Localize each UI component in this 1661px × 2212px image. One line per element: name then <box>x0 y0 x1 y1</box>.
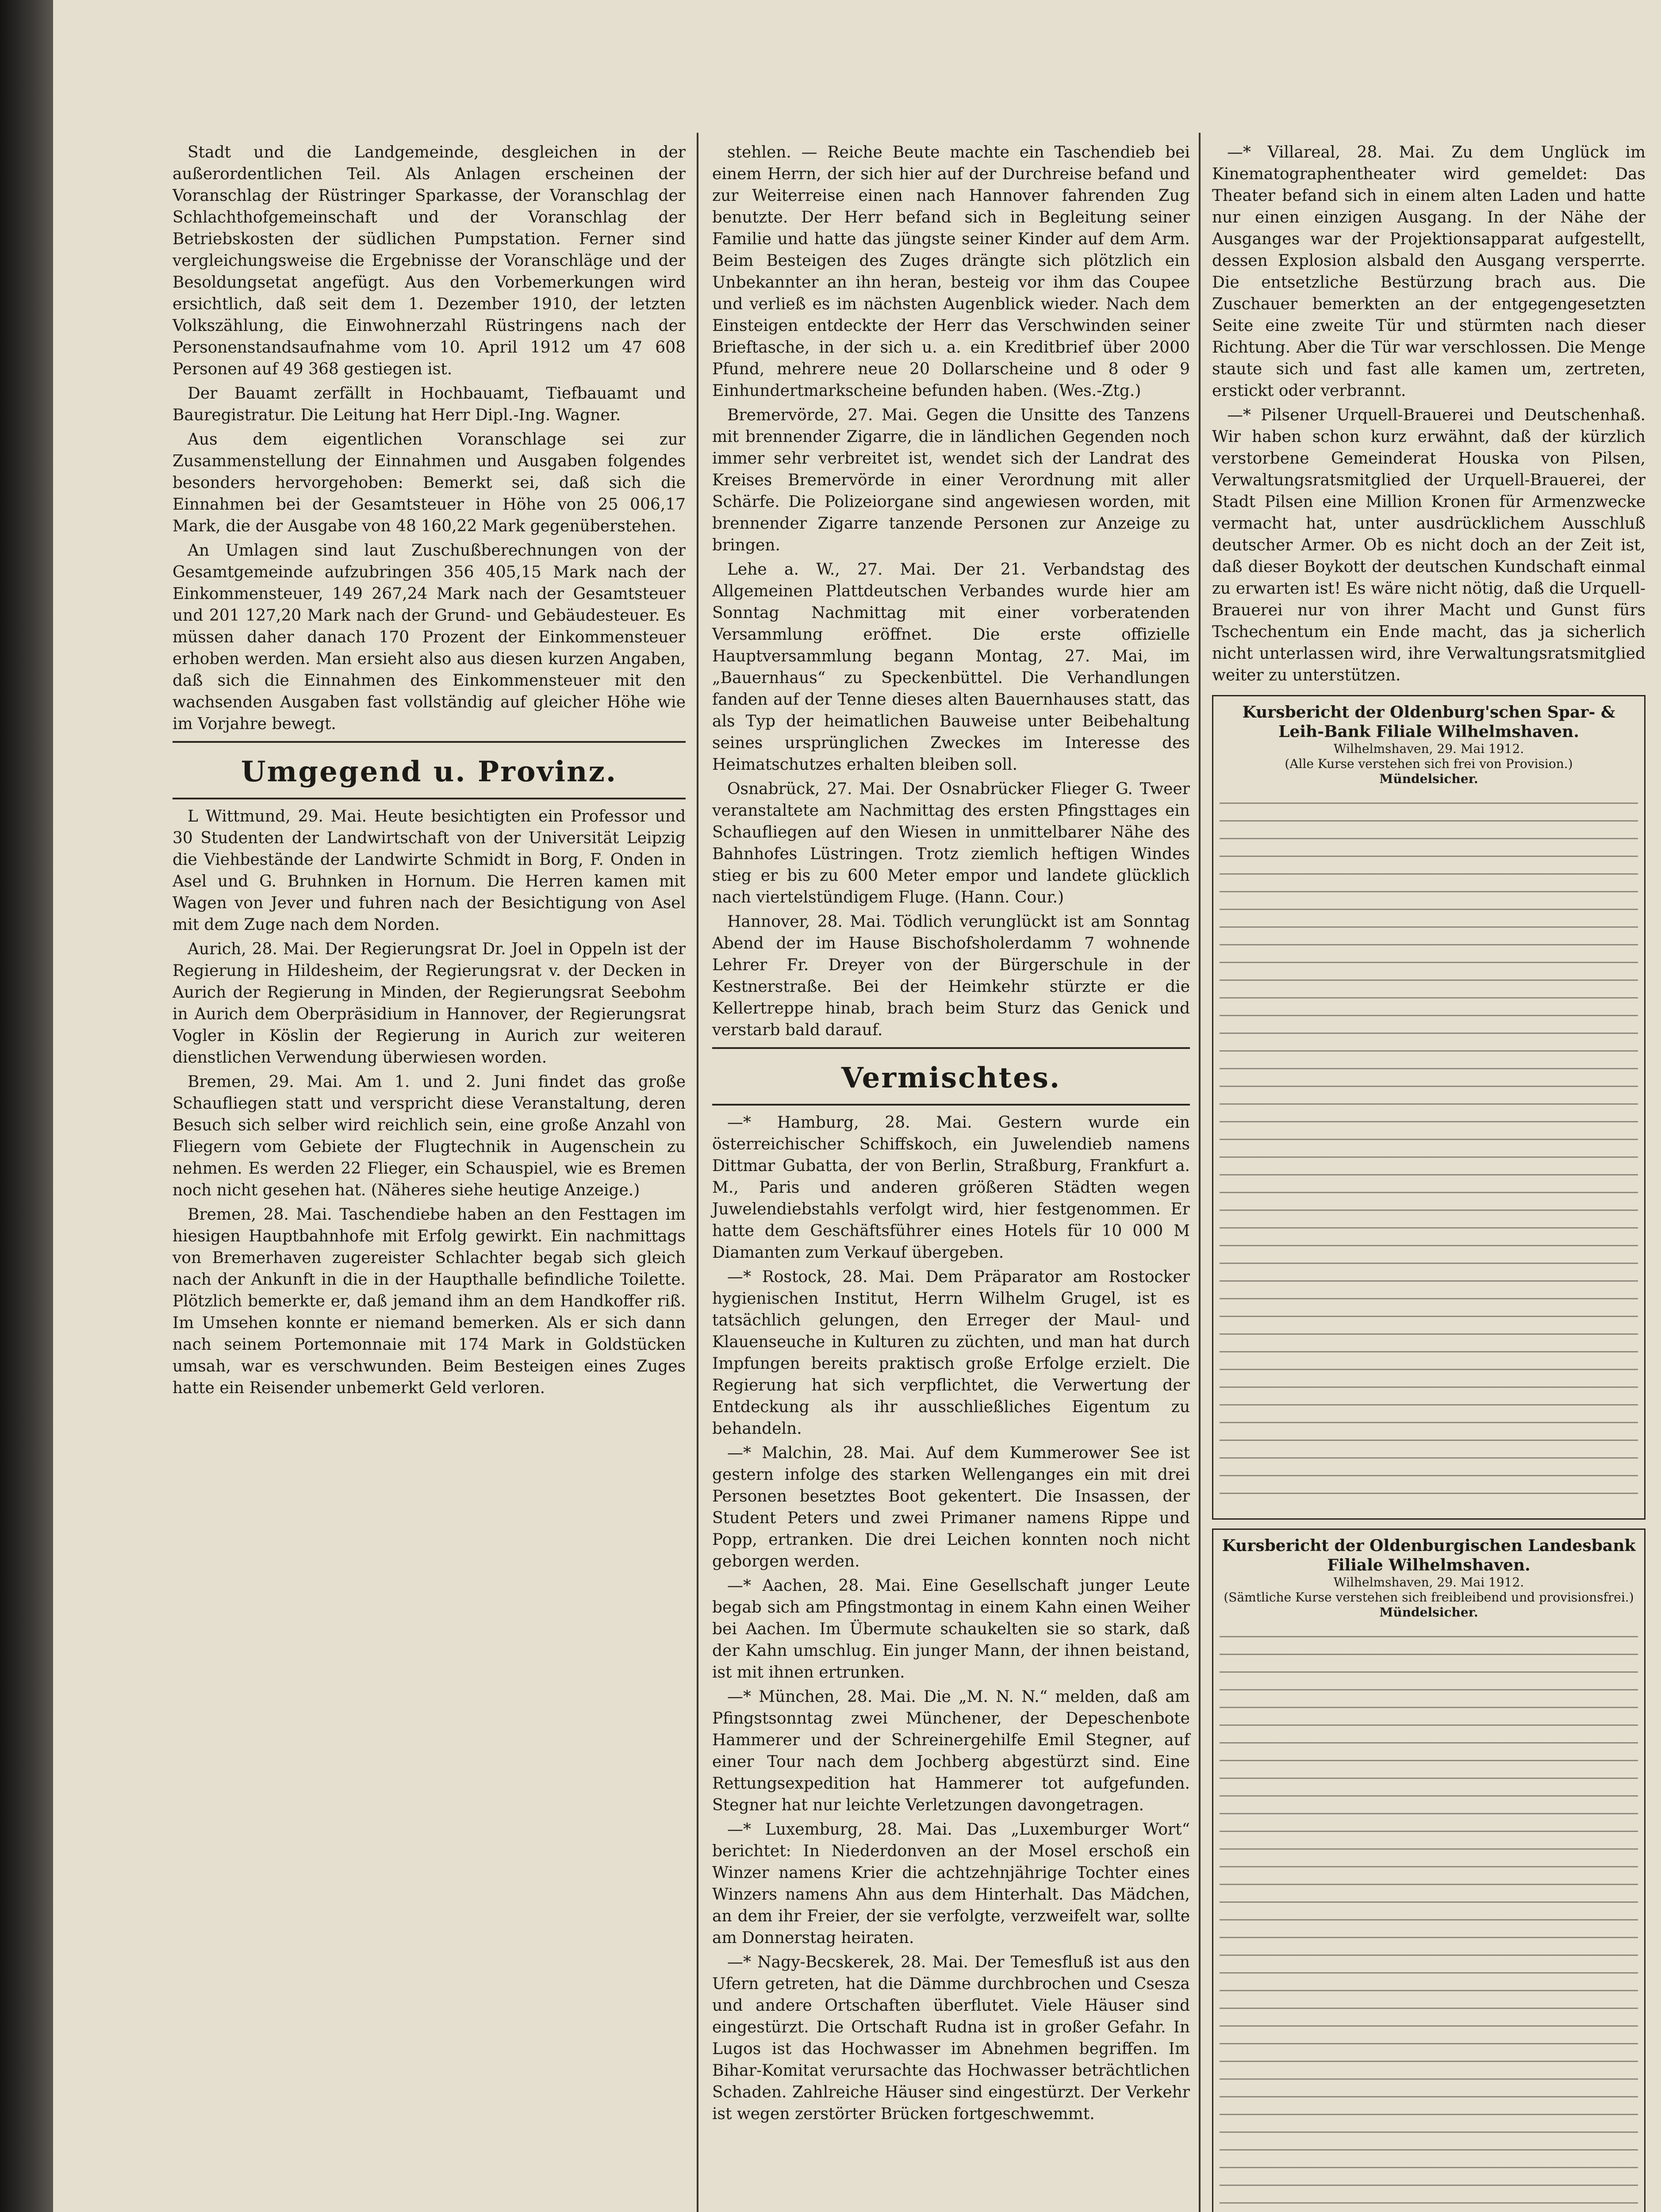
article-paragraph: —* Villareal, 28. Mai. Zu dem Unglück im Kinematographentheater wird gemeldet: Das Theater befand sich in einem alten Laden und hatte nur einen einzigen Ausgang. In der Nähe der Ausganges war der Projektionsapparat aufgestellt, dessen Explosion alsbald den Ausgang versperrte. Die entsetzliche Bestürzung brach aus. Die Zuschauer bemerkten an der entgegengesetzten Seite eine zweite Tür und stürmten nach dieser Richtung. Aber die Tür war verschlossen. Die Menge staute sich und fast alle kamen um, zertreten, erstickt oder verbrannt. <box>1212 143 1646 400</box>
column-1 <box>173 142 686 1402</box>
box-date: Wilhelmshaven, 29. Mai 1912. <box>1333 741 1524 756</box>
column-rule <box>1199 133 1201 2212</box>
article-paragraph: Osnabrück, 27. Mai. Der Osnabrücker Flieger G. Tweer veranstaltete am Nachmittag des ersten Pfingsttages ein Schaufliegen auf den Wiesen in unmittelbarer Nähe des Bahnhofes Lüstringen. Trotz ziemlich heftigen Windes stieg er bis zu 600 Meter empor und landete glücklich nach viertelstündigem Fluge. (Hann. Cour.) <box>712 780 1190 906</box>
stock-report-box <box>1212 695 1646 1520</box>
article-paragraph: —* Malchin, 28. Mai. Auf dem Kummerower See ist gestern infolge des starken Wellenganges ein mit drei Personen besetztes Boot gekentert. Die Insassen, der Student Peters und zwei Primaner namens Rippe und Popp, ertranken. Die drei Leichen konnten noch nicht geborgen werden. <box>712 1444 1190 1571</box>
article-paragraph: —* München, 28. Mai. Die „M. N. N.“ melden, daß am Pfingstsonntag zwei Münchener, der Depeschenbote Hammerer und der Schreinergehilfe Emil Stegner, auf einer Tour nach dem Jochberg abgestürzt sind. Eine Rettungsexpedition hat Hammerer tot aufgefunden. Stegner hat nur leichte Verletzungen davongetragen. <box>712 1688 1190 1814</box>
article-paragraph: Aus dem eigentlichen Voranschlage sei zur Zusammenstellung der Einnahmen und Ausgaben folgendes besonders hervorgehoben: Bemerkt sei, daß sich die Einnahmen bei der Gesamtsteuer in Höhe von 25 006,17 Mark, die der Ausgabe von 48 160,22 Mark gegenüberstehen. <box>173 430 686 535</box>
article-paragraph: —* Nagy-Becskerek, 28. Mai. Der Temesfluß ist aus den Ufern getreten, hat die Dämme durchbrochen und Csesza und andere Ortschaften überflutet. Viele Häuser sind eingestürzt. Die Ortschaft Rudna ist in großer Gefahr. In Lugos ist das Hochwasser im Abnehmen begriffen. Im Bihar-Komitat verursachte das Hochwasser beträchtlichen Schaden. Zahlreiche Häuser sind eingestürzt. Der Verkehr ist wegen zerstörter Brücken fortgeschwemmt. <box>712 1953 1190 2123</box>
article-paragraph: Stadt und die Landgemeinde, desgleichen in der außerordentlichen Teil. Als Anlagen erscheinen der Voranschlag der Rüstringer Sparkasse, der Voranschlag der Schlachthofgemeinschaft und der Voranschlag der Betriebskosten der südlichen Pumpstation. Ferner sind vergleichungsweise die Ergebnisse der Voranschläge und der Besoldungsetat angefügt. Aus den Vorbemerkungen wird ersichtlich, daß seit dem 1. Dezember 1910, der letzten Volkszählung, die Einwohnerzahl Rüstringens nach der Personenstandsaufnahme vom 10. April 1912 um 47 608 Personen auf 49 368 gestiegen ist. <box>173 143 686 378</box>
column-2 <box>712 142 1190 2128</box>
section-heading: Vermischtes. <box>841 1061 1061 1094</box>
box-section: Mündelsicher. <box>1379 1605 1478 1620</box>
box-date: Wilhelmshaven, 29. Mai 1912. <box>1333 1575 1524 1590</box>
column-3 <box>1212 142 1646 2212</box>
article-paragraph: —* Hamburg, 28. Mai. Gestern wurde ein österreichischer Schiffskoch, ein Juwelendieb namens Dittmar Gubatta, der von Berlin, Straßburg, Frankfurt a. M., Paris und anderen größeren Städten wegen Juwelendiebstahls verfolgt wird, hier festgenommen. Er hatte dem Geschäftsführer eines Hotels für 10 000 M Diamanten zum Verkauf übergeben. <box>712 1114 1190 1262</box>
divider <box>173 741 686 743</box>
rate-table-lines <box>1220 791 1638 1508</box>
article-paragraph: An Umlagen sind laut Zuschußberechnungen von der Gesamtgemeinde aufzubringen 356 405,15 Mark nach der Einkommensteuer, 149 267,24 Mark nach der Gesamtsteuer und 201 127,20 Mark nach der Grund- und Gebäudesteuer. Es müssen daher danach 170 Prozent der Einkommensteuer erhoben werden. Man ersieht also aus diesen kurzen Angaben, daß sich die Einnahmen des Einkommensteuer mit den wachsenden Ausgaben fast vollständig auf gleicher Höhe wie im Vorjahre bewegt. <box>173 541 686 733</box>
article-paragraph: Aurich, 28. Mai. Der Regierungsrat Dr. Joel in Oppeln ist der Regierung in Hildesheim, der Regierungsrat v. der Decken in Aurich der Regierung in Minden, der Regierungsrat Seebohm in Aurich dem Oberpräsidium in Hannover, der Regierungsrat Vogler in Köslin der Regierung in Aurich zur weiteren dienstlichen Verwendung überwiesen worden. <box>173 940 686 1067</box>
article-paragraph: Lehe a. W., 27. Mai. Der 21. Verbandstag des Allgemeinen Plattdeutschen Verbandes wurde hier am Sonntag Nachmittag mit einer vorberatenden Versammlung eröffnet. Die erste offizielle Hauptversammlung begann Montag, 27. Mai, im „Bauernhaus“ zu Speckenbüttel. Die Verhandlungen fanden auf der Tenne dieses alten Bauernhauses statt, das als Typ der heimatlichen Bauweise unter Beibehaltung seines ursprünglichen Zweckes im Interesse des Heimatschutzes erhalten bleiben soll. <box>712 561 1190 774</box>
article-paragraph: Der Bauamt zerfällt in Hochbauamt, Tiefbauamt und Bauregistratur. Die Leitung hat Herr Dipl.-Ing. Wagner. <box>173 384 686 424</box>
article-paragraph: —* Pilsener Urquell-Brauerei und Deutschenhaß. Wir haben schon kurz erwähnt, daß der kürzlich verstorbene Gemeinderat Houska von Pilsen, Verwaltungsratsmitglied der Urquell-Brauerei, der Stadt Pilsen eine Million Kronen für Armenzwecke vermacht hat, unter ausdrücklichem Ausschluß deutscher Armer. Ob es nicht doch an der Zeit ist, daß dieser Boykott der deutschen Kundschaft einmal zu erwarten ist! Es wäre nicht nötig, daß die Urquell-Brauerei nur von ihrer Macht und Gunst fürs Tschechentum ein Ende macht, das ja sicherlich nicht unterlassen wird, ihre Verwaltungsratsmitglied weiter zu unterstützen. <box>1212 406 1646 684</box>
newspaper-page <box>53 0 1661 2212</box>
stock-report-box <box>1212 1528 1646 2212</box>
rate-table-lines <box>1220 1624 1638 2212</box>
divider <box>173 798 686 799</box>
article-paragraph: Bremen, 29. Mai. Am 1. und 2. Juni findet das große Schaufliegen statt und verspricht diese Veranstaltung, deren Besuch sich selber wird reichlich sein, eine große Anzahl von Fliegern vom Gebiete der Flugtechnik in Augenschein zu nehmen. Es werden 22 Flieger, ein Schauspiel, wie es Bremen noch nicht gesehen hat. (Näheres siehe heutige Anzeige.) <box>173 1073 686 1199</box>
article-paragraph: Hannover, 28. Mai. Tödlich verunglückt ist am Sonntag Abend der im Hause Bischofsholerdamm 7 wohnende Lehrer Fr. Dreyer von der Bürgerschule in der Kestnerstraße. Bei der Heimkehr stürzte er die Kellertreppe hinab, brach beim Sturz das Genick und verstarb bald darauf. <box>712 913 1190 1039</box>
divider <box>712 1104 1190 1106</box>
box-note: (Alle Kurse verstehen sich frei von Provision.) <box>1285 757 1573 771</box>
article-paragraph: Bremen, 28. Mai. Taschendiebe haben an den Festtagen im hiesigen Hauptbahnhofe mit Erfolg gewirkt. Ein nachmittags von Bremerhaven zugereister Schlachter begab sich gleich nach der Ankunft in die in der Haupthalle befindliche Toilette. Plötzlich bemerkte er, daß jemand ihm an dem Handkoffer riß. Im Umsehen konnte er niemand bemerken. Als er sich dann nach seinem Portemonnaie mit 174 Mark in Goldstücken umsah, war es verschwunden. Beim Besteigen eines Zuges hatte ein Reisender unbemerkt Geld verloren. <box>173 1206 686 1397</box>
article-paragraph: —* Aachen, 28. Mai. Eine Gesellschaft junger Leute begab sich am Pfingstmontag in einem Kahn einen Weiher bei Aachen. Im Übermute schaukelten sie so stark, daß der Kahn umschlug. Ein junger Mann, der ihnen beistand, ist mit ihnen ertrunken. <box>712 1577 1190 1682</box>
box-title: Kursbericht der Oldenburg'schen Spar- & Leih-Bank Filiale Wilhelmshaven. <box>1242 703 1615 741</box>
divider <box>712 1047 1190 1049</box>
article-paragraph: stehlen. — Reiche Beute machte ein Taschendieb bei einem Herrn, der sich hier auf der Durchreise befand und zur Weiterreise einen nach Hannover fahrenden Zug benutzte. Der Herr befand sich in Begleitung seiner Familie und hatte das jüngste seiner Kinder auf dem Arm. Beim Besteigen des Zuges drängte sich plötzlich ein Unbekannter an ihn heran, besteig vor ihm das Coupee und verließ es im nächsten Augenblick wieder. Nach dem Einsteigen entdeckte der Herr das Verschwinden seiner Brieftasche, in der sich u. a. ein Kreditbrief über 2000 Pfund, mehrere neue 20 Dollarscheine und 8 oder 9 Einhundertmarkscheine befunden haben. (Wes.-Ztg.) <box>712 143 1190 400</box>
column-rule <box>697 133 698 2212</box>
box-note: (Sämtliche Kurse verstehen sich freibleibend und provisionsfrei.) <box>1224 1590 1634 1605</box>
box-section: Mündelsicher. <box>1379 772 1478 786</box>
article-paragraph: —* Rostock, 28. Mai. Dem Präparator am Rostocker hygienischen Institut, Herrn Wilhelm Grugel, ist es tatsächlich gelungen, den Erreger der Maul- und Klauenseuche in Kulturen zu züchten, und man hat durch Impfungen bereits praktisch große Erfolge erzielt. Die Regierung hat sich verpflichtet, die Verwertung der Entdeckung als ihr ausschließliches Eigentum zu behandeln. <box>712 1268 1190 1438</box>
box-title: Kursbericht der Oldenburgischen Landesbank Filiale Wilhelmshaven. <box>1222 1536 1636 1575</box>
section-heading: Umgegend u. Provinz. <box>241 755 618 788</box>
article-paragraph: Bremervörde, 27. Mai. Gegen die Unsitte des Tanzens mit brennender Zigarre, die in ländlichen Gegenden noch immer sehr verbreitet ist, wendet sich der Landrat des Kreises Bremervörde in einer Verordnung mit aller Schärfe. Die Polizeiorgane sind angewiesen worden, mit brennender Zigarre tanzende Personen zur Anzeige zu bringen. <box>712 406 1190 554</box>
book-spine <box>0 0 53 2212</box>
article-paragraph: —* Luxemburg, 28. Mai. Das „Luxemburger Wort“ berichtet: In Niederdonven an der Mosel erschoß ein Winzer namens Krier die achtzehnjährige Tochter eines Winzers namens Ahn aus dem Hinterhalt. Das Mädchen, an dem ihr Freier, der sie verfolgte, verzweifelt war, sollte am Donnerstag heiraten. <box>712 1820 1190 1947</box>
article-paragraph: L Wittmund, 29. Mai. Heute besichtigten ein Professor und 30 Studenten der Landwirtschaft von der Universität Leipzig die Viehbestände der Landwirte Schmidt in Borg, F. Onden in Asel und G. Bruhnken in Hornum. Die Herren kamen mit Wagen von Jever und fuhren nach der Besichtigung von Asel mit dem Zuge nach dem Norden. <box>173 807 686 934</box>
